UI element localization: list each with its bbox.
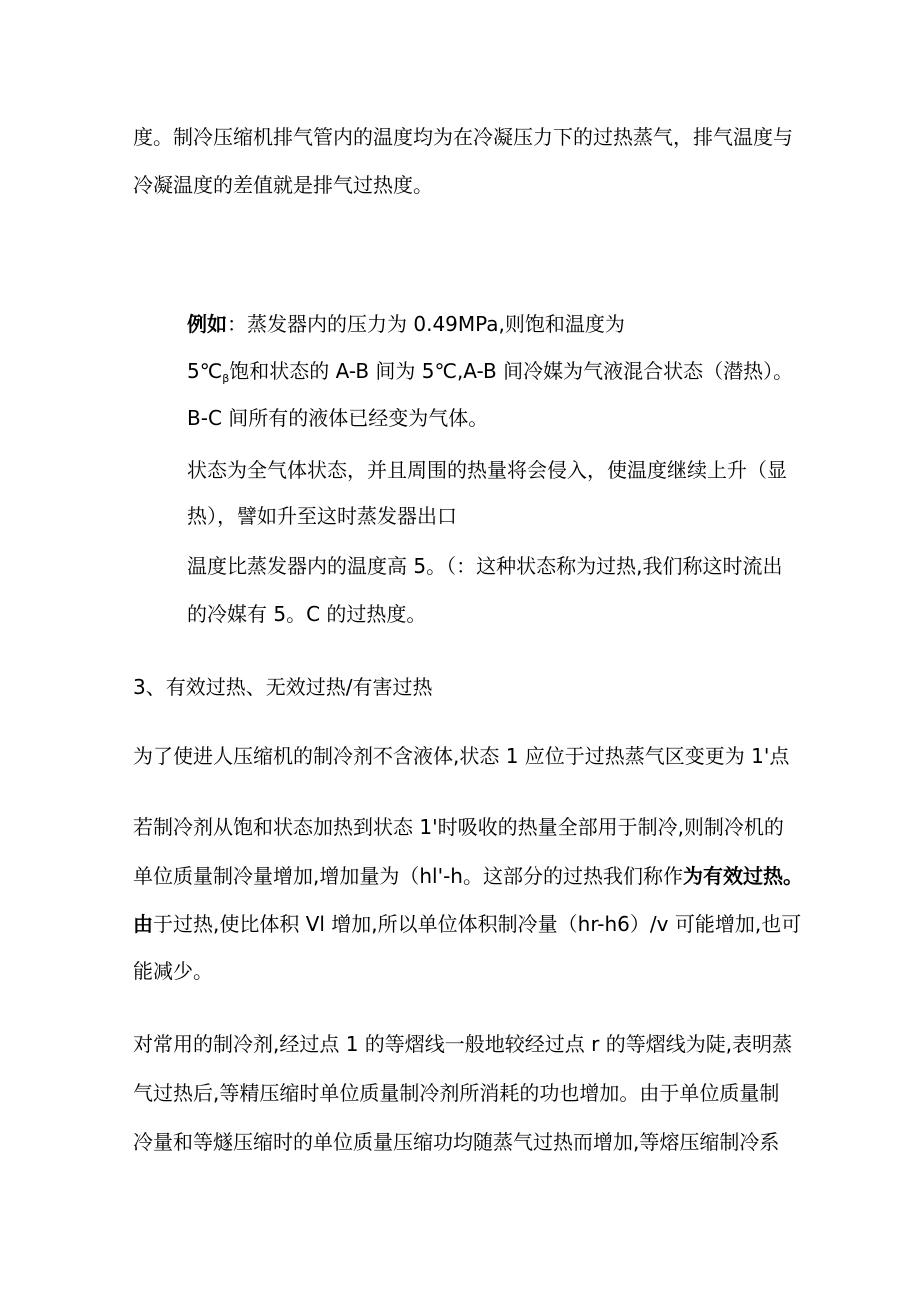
example-line1: [187, 314, 625, 334]
section-heading: 3、有效过热、无效过热/有害过热: [133, 675, 433, 699]
example-line2-subscript: β: [222, 372, 230, 385]
paragraph4-line2: 气过热后,等精压缩时单位质量制冷剂所消耗的功也增加。由于单位质量制: [133, 1081, 780, 1105]
example-line2-text: 饱和状态的 A-B 间为 5℃,A-B 间冷媒为气液混合状态（潜热）。: [229, 359, 794, 383]
example-line4: 状态为全气体状态，并且周围的热量将会侵入，使温度继续上升（显: [187, 458, 787, 482]
example-line1-text: ：蒸发器内的压力为 0.49MPa,则饱和温度为: [227, 312, 625, 336]
paragraph1-line1: 度。制冷压缩机排气管内的温度均为在冷凝压力下的过热蒸气，排气温度与: [133, 125, 793, 149]
paragraph2: 为了使进人压缩机的制冷剂不含液体,状态 1 应位于过热蒸气区变更为 1'点: [133, 744, 790, 768]
paragraph3-line2-bold: 为有效过热。: [682, 864, 803, 888]
paragraph3-line3-text: 于过热,使比体积 Vl 增加,所以单位体积制冷量（hr-h6）/v 可能增加,也可: [153, 912, 802, 936]
example-line2: [187, 361, 793, 384]
paragraph3-line3-bold: 由: [133, 912, 153, 936]
paragraph4-line1: 对常用的制冷剂,经过点 1 的等熠线一般地较经过点 r 的等熠线为陡,表明蒸: [133, 1032, 793, 1056]
paragraph3-line2-text: 单位质量制冷量增加,增加量为（hl'-h。这部分的过热我们称作: [133, 864, 683, 888]
example-line7: 的冷媒有 5。C 的过热度。: [187, 602, 427, 626]
example-line2-prefix: 5℃: [187, 359, 223, 383]
paragraph3-line2: [133, 866, 803, 886]
paragraph4-line3: 冷量和等燧压缩时的单位质量压缩功均随蒸气过热而增加,等熔压缩制冷系: [133, 1130, 780, 1154]
example-line3: B-C 间所有的液体已经变为气体。: [187, 406, 489, 430]
paragraph1-line2: 冷凝温度的差值就是排气过热度。: [133, 173, 433, 197]
paragraph3-line1: 若制冷剂从饱和状态加热到状态 1'时吸收的热量全部用于制冷,则制冷机的: [133, 815, 784, 839]
example-line6: 温度比蒸发器内的温度高 5。（：这种状态称为过热,我们称这时流出: [187, 554, 783, 578]
example-line5: 热），譬如升至这时蒸发器出口: [187, 504, 457, 528]
paragraph3-line3: [133, 914, 801, 934]
example-label: 例如: [187, 312, 227, 336]
paragraph3-line4: 能减少。: [133, 959, 213, 983]
